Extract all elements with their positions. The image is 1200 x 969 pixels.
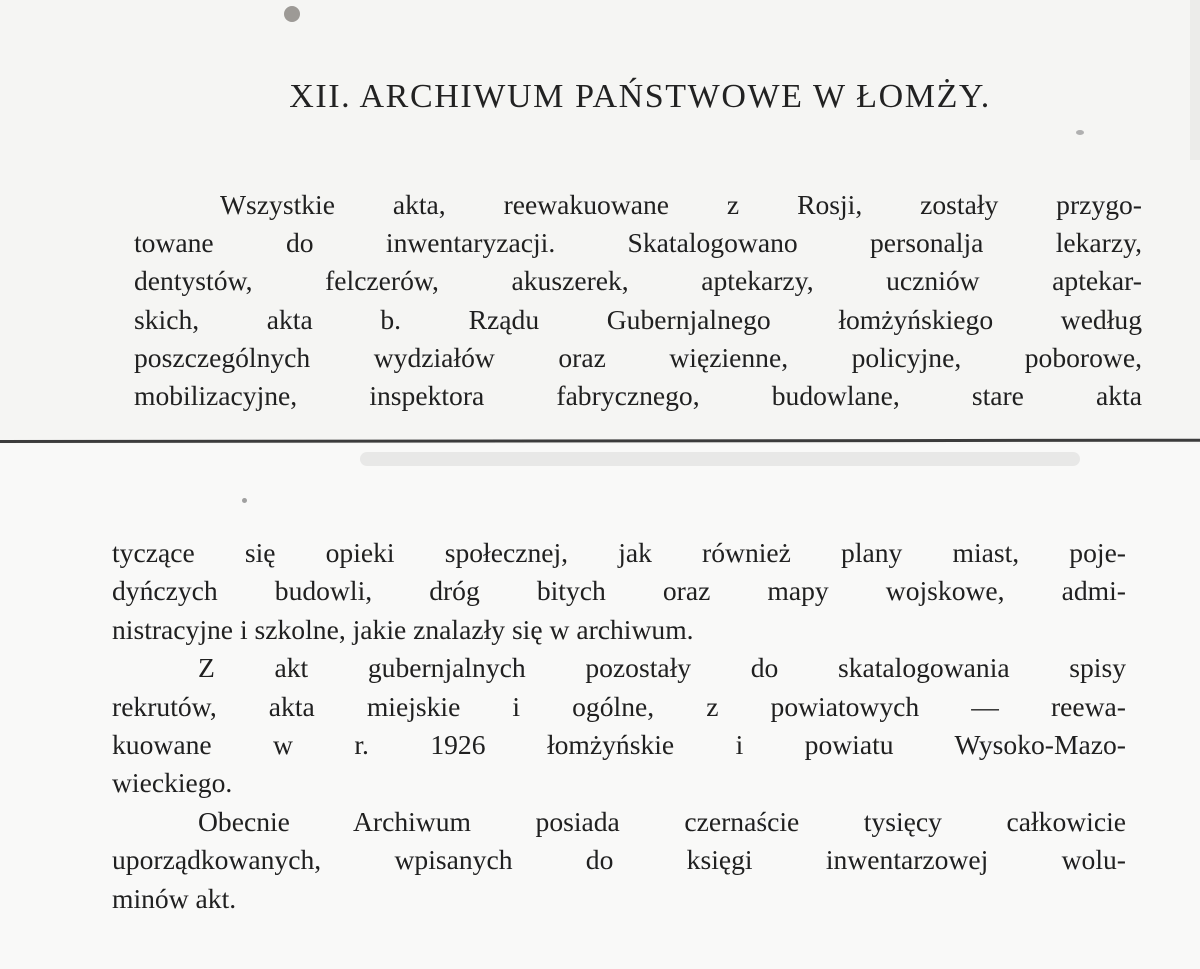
text-block-upper <box>134 186 1142 415</box>
fragment-seam-line <box>0 439 1200 443</box>
text-line: kuowane w r. 1926 łomżyńskie i powiatu Wysoko-Mazo- <box>112 728 1126 760</box>
text-line: nistracyjne i szkolne, jakie znalazły się w archiwum. <box>112 613 694 645</box>
text-line: mobilizacyjne, inspektora fabrycznego, budowlane, stare akta <box>134 379 1142 411</box>
paper-speck <box>1076 130 1084 135</box>
paper-speck <box>242 498 247 503</box>
paper-speck <box>284 6 300 22</box>
text-line: Wszystkie akta, reewakuowane z Rosji, zostały przygo- <box>220 189 1142 220</box>
text-line: dentystów, felczerów, akuszerek, aptekarzy, uczniów aptekar- <box>134 265 1142 297</box>
paste-shadow <box>360 452 1080 466</box>
text-line: Obecnie Archiwum posiada czernaście tysięcy całkowicie <box>198 805 1126 837</box>
text-line: minów akt. <box>112 882 237 914</box>
text-line: skich, akta b. Rządu Gubernjalnego łomżyńskiego według <box>134 303 1142 335</box>
text-line: rekrutów, akta miejskie i ogólne, z powiatowych — reewa- <box>112 690 1126 722</box>
text-line: wieckiego. <box>112 767 233 799</box>
text-line: Z akt gubernjalnych pozostały do skatalogowania spisy <box>198 652 1126 684</box>
section-heading: XII. ARCHIWUM PAŃSTWOWE W ŁOMŻY. <box>289 78 991 115</box>
text-line: uporządkowanych, wpisanych do księgi inwentarzowej wolu- <box>112 844 1126 876</box>
text-line: towane do inwentaryzacji. Skatalogowano personalja lekarzy, <box>134 227 1142 259</box>
text-line: poszczególnych wydziałów oraz więzienne, policyjne, poborowe, <box>134 341 1142 373</box>
text-block-lower <box>112 534 1126 918</box>
text-line: dyńczych budowli, dróg bitych oraz mapy wojskowe, admi- <box>112 575 1126 607</box>
text-line: tyczące się opieki społecznej, jak również plany miast, poje- <box>112 537 1126 568</box>
